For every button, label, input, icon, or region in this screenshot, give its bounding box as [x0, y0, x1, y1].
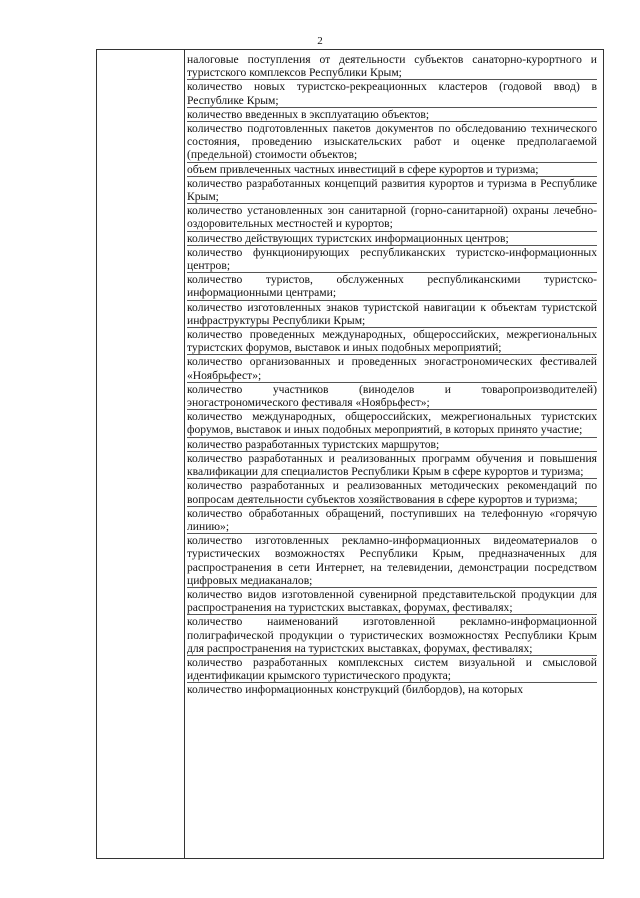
indicator-item: количество разработанных и реализованных методических рекомендаций по вопросам деятельности субъектов хозяйствования в сфере курортов и туризма;	[187, 479, 597, 506]
indicator-item: количество новых туристско-рекреационных кластеров (годовой ввод) в Республике Крым;	[187, 80, 597, 107]
indicator-item: количество организованных и проведенных эногастрономических фестивалей «Ноябрьфест»;	[187, 355, 597, 382]
indicator-item: количество функционирующих республиканских туристско-информационных центров;	[187, 245, 597, 273]
indicator-item: количество обработанных обращений, поступивших на телефонную «горячую линию»;	[187, 506, 597, 533]
indicator-item: количество информационных конструкций (билбордов), на которых	[187, 683, 524, 697]
indicator-item: количество участников (виноделов и товаропроизводителей) эногастрономического фестиваля «Ноябрьфест»;	[187, 382, 597, 410]
indicator-item: количество действующих туристских информационных центров;	[187, 232, 597, 246]
indicator-item: количество наименований изготовленной рекламно-информационной полиграфической продукции о туристических возможностях Республики Крым для распространения на туристских выставках, форумах, фестивалях;	[187, 615, 597, 655]
indicator-item: количество подготовленных пакетов документов по обследованию технического состояния, проведению изыскательских работ и оценке предполагаемой (предельной) стоимости объектов;	[187, 122, 597, 162]
indicators-table	[96, 49, 604, 859]
column-divider	[184, 50, 185, 858]
indicator-item: количество туристов, обслуженных республиканскими туристско-информационными центрами;	[187, 273, 597, 300]
indicator-item: количество международных, общероссийских, межрегиональных туристских форумов, выставок и иных подобных мероприятий, в которых принято участие;	[187, 410, 597, 437]
indicator-item: количество установленных зон санитарной (горно-санитарной) охраны лечебно-оздоровительных местностей и курортов;	[187, 204, 597, 231]
indicator-item: количество проведенных международных, общероссийских, межрегиональных туристских форумов, выставок и иных подобных мероприятий;	[187, 328, 597, 355]
indicator-item: количество видов изготовленной сувенирной представительской продукции для распространения на туристских выставках, форумах, фестивалях;	[187, 587, 597, 615]
indicator-item: количество изготовленных рекламно-информационных видеоматериалов о туристических возможностях Республики Крым, предназначенных для распространения в сети Интернет, на телевидении, демонстрации посредством цифровых медиаканалов;	[187, 534, 597, 587]
indicator-item: количество разработанных туристских маршрутов;	[187, 438, 597, 452]
indicator-item: количество разработанных и реализованных программ обучения и повышения квалификации для специалистов Республики Крым в сфере курортов и туризма;	[187, 451, 597, 479]
indicator-item: налоговые поступления от деятельности субъектов санаторно-курортного и туристского комплексов Республики Крым;	[187, 53, 597, 80]
indicator-item: объем привлеченных частных инвестиций в сфере курортов и туризма;	[187, 163, 597, 177]
indicators-list	[187, 53, 597, 697]
indicator-item: количество изготовленных знаков туристской навигации к объектам туристской инфраструктуры Республики Крым;	[187, 300, 597, 327]
indicator-item: количество введенных в эксплуатацию объектов;	[187, 108, 597, 122]
indicator-item: количество разработанных концепций развития курортов и туризма в Республике Крым;	[187, 176, 597, 204]
page-number: 2	[317, 35, 323, 47]
indicator-item: количество разработанных комплексных систем визуальной и смысловой идентификации крымского туристического продукта;	[187, 655, 597, 683]
